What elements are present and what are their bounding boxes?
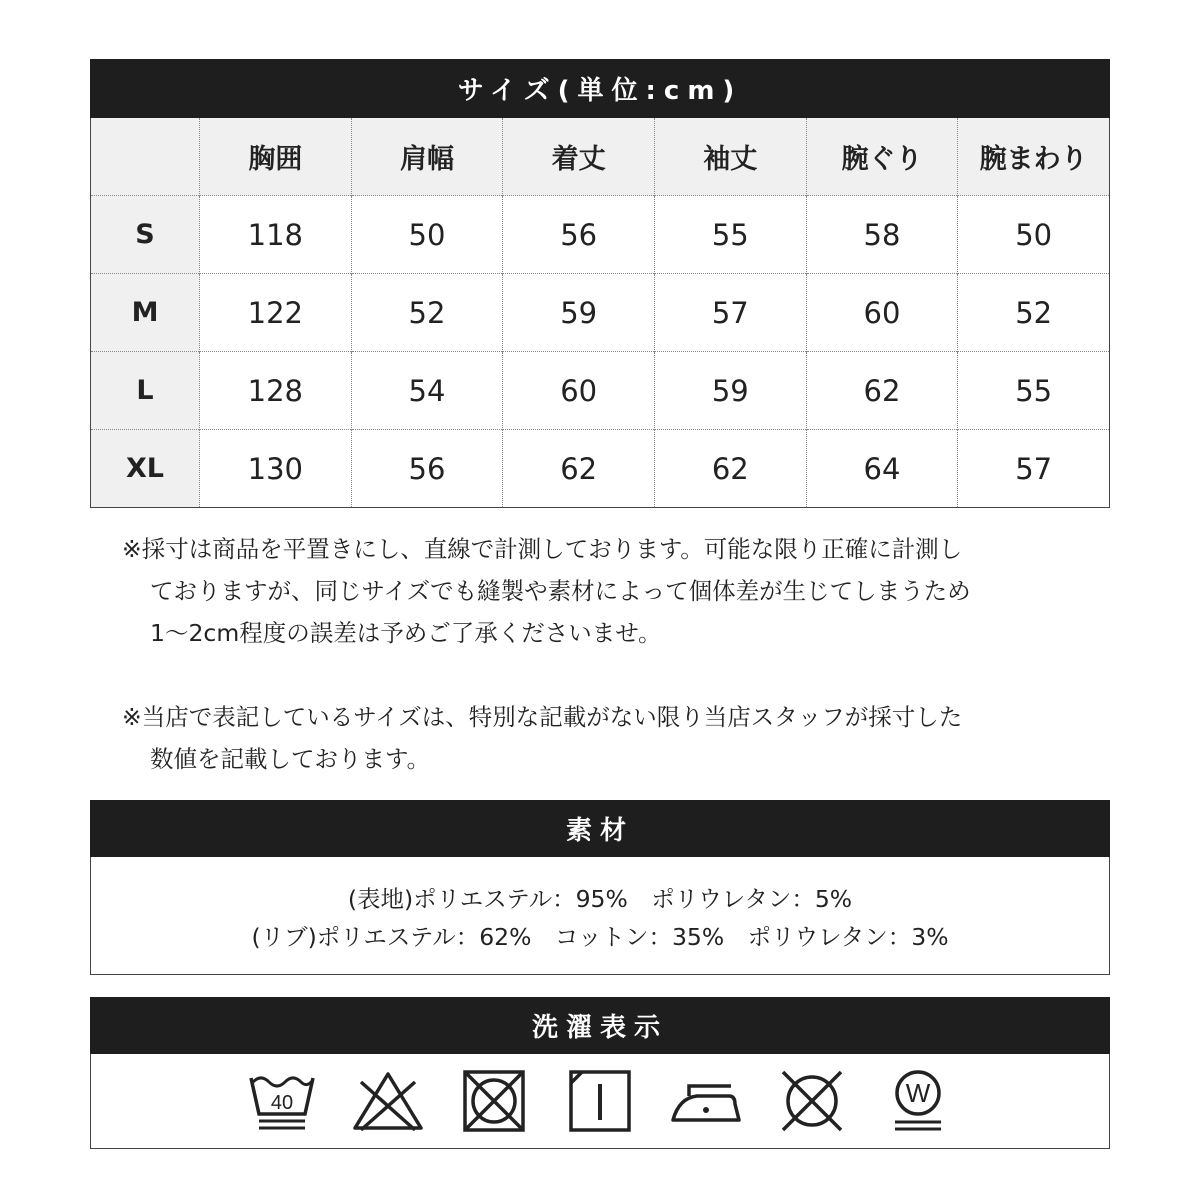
- size-label: XL: [91, 430, 200, 508]
- table-cell: 130: [200, 430, 352, 508]
- size-label: L: [91, 352, 200, 430]
- size-table: [90, 118, 1110, 508]
- table-row: [91, 196, 1110, 274]
- material-line-rib: (リブ)ポリエステル：62% コットン：35% ポリウレタン：3%: [251, 922, 949, 951]
- table-cell: 118: [200, 196, 352, 274]
- note-line: ※採寸は商品を平置きにし、直線で計測しております。可能な限り正確に計測し: [122, 535, 963, 563]
- table-cell: 122: [200, 274, 352, 352]
- size-label: S: [91, 196, 200, 274]
- column-header-length: 着丈: [503, 118, 655, 196]
- table-cell: 56: [351, 430, 503, 508]
- table-cell: 62: [654, 430, 806, 508]
- wet-clean-gentle-icon: [881, 1068, 955, 1134]
- table-cell: 55: [654, 196, 806, 274]
- no-bleach-icon: [351, 1068, 425, 1134]
- table-cell: 58: [806, 196, 958, 274]
- table-cell: 60: [806, 274, 958, 352]
- table-row: [91, 274, 1110, 352]
- column-header-armhole: 腕ぐり: [806, 118, 958, 196]
- size-label: M: [91, 274, 200, 352]
- table-cell: 62: [503, 430, 655, 508]
- line-dry-in-shade-icon: [563, 1068, 637, 1134]
- wet-clean-letter: W: [905, 1078, 931, 1108]
- table-cell: 52: [351, 274, 503, 352]
- washtub-40-gentle-icon: [245, 1068, 319, 1134]
- note-line: ておりますが、同じサイズでも縫製や素材によって個体差が生じてしまうため: [150, 577, 971, 605]
- table-cell: 55: [958, 352, 1110, 430]
- column-header-empty: [91, 118, 200, 196]
- material-line-outer: (表地)ポリエステル：95% ポリウレタン：5%: [347, 884, 853, 913]
- table-cell: 56: [503, 196, 655, 274]
- measurement-notes: [122, 528, 1082, 780]
- note-staff-measured: [122, 696, 1082, 780]
- table-cell: 62: [806, 352, 958, 430]
- note-line: 1～2cm程度の誤差は予めご了承くださいませ。: [150, 619, 662, 647]
- care-section-title: 洗濯表示: [531, 1013, 668, 1043]
- table-cell: 54: [351, 352, 503, 430]
- size-section-header: [90, 59, 1110, 118]
- care-symbols: [90, 1054, 1110, 1149]
- table-row: [91, 430, 1110, 508]
- table-cell: 59: [654, 352, 806, 430]
- material-section-header: [90, 800, 1110, 857]
- table-cell: 52: [958, 274, 1110, 352]
- table-cell: 50: [958, 196, 1110, 274]
- column-header-arm-circumference: 腕まわり: [958, 118, 1110, 196]
- size-section-title: サイズ(単位:cm): [457, 76, 743, 106]
- note-line: 数値を記載しております。: [150, 745, 431, 773]
- table-cell: 128: [200, 352, 352, 430]
- note-line: ※当店で表記しているサイズは、特別な記載がない限り当店スタッフが採寸した: [122, 703, 963, 731]
- size-table-header-row: [91, 118, 1110, 196]
- table-row: [91, 352, 1110, 430]
- column-header-sleeve: 袖丈: [654, 118, 806, 196]
- no-tumble-dry-icon: [457, 1068, 531, 1134]
- table-cell: 50: [351, 196, 503, 274]
- note-measurement-method: [122, 528, 1082, 654]
- table-cell: 57: [958, 430, 1110, 508]
- table-cell: 57: [654, 274, 806, 352]
- wash-temperature: 40: [270, 1092, 294, 1114]
- iron-low-icon: [669, 1068, 743, 1134]
- table-cell: 59: [503, 274, 655, 352]
- material-info: [90, 857, 1110, 975]
- column-header-chest: 胸囲: [200, 118, 352, 196]
- no-dry-clean-icon: [775, 1068, 849, 1134]
- table-cell: 60: [503, 352, 655, 430]
- table-cell: 64: [806, 430, 958, 508]
- care-section-header: [90, 997, 1110, 1054]
- column-header-shoulder: 肩幅: [351, 118, 503, 196]
- material-section-title: 素材: [565, 816, 634, 846]
